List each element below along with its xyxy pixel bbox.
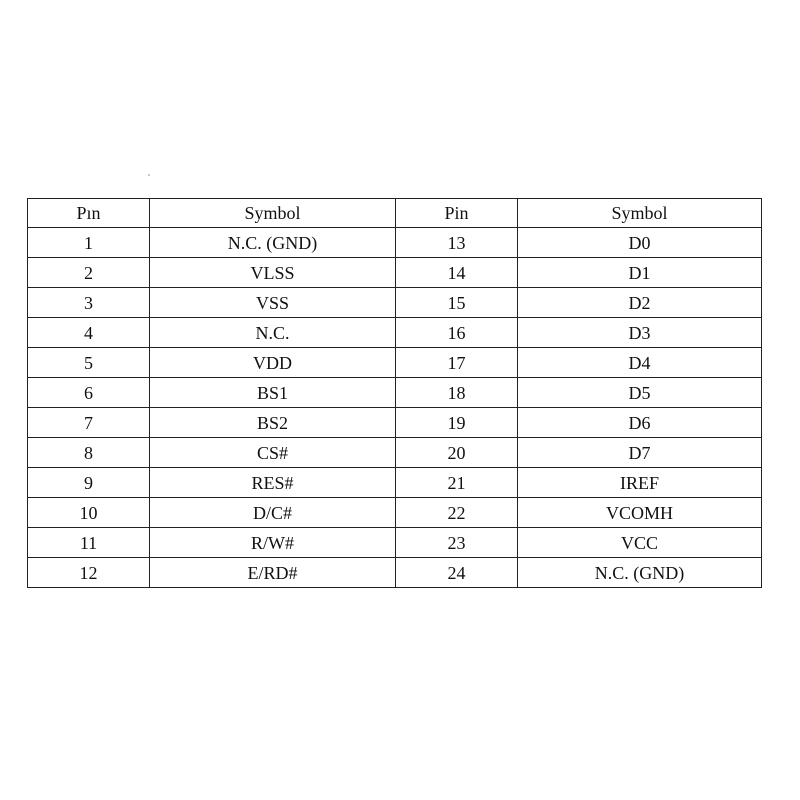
pin-symbol: E/RD# [150,558,396,588]
table-row [28,438,762,468]
pin-assignment-table [27,198,762,588]
table-row [28,378,762,408]
pin-number: 20 [396,438,518,468]
pin-number: 13 [396,228,518,258]
scan-speck [148,174,150,176]
pin-number: 2 [28,258,150,288]
table-row [28,558,762,588]
table-row [28,408,762,438]
header-pin-left: Pın [28,199,150,228]
pin-number: 11 [28,528,150,558]
pin-symbol: BS2 [150,408,396,438]
pin-symbol: D6 [518,408,762,438]
pin-symbol: IREF [518,468,762,498]
table-row [28,528,762,558]
pin-number: 6 [28,378,150,408]
pin-symbol: D3 [518,318,762,348]
pin-symbol: CS# [150,438,396,468]
pin-symbol: D7 [518,438,762,468]
pin-symbol: BS1 [150,378,396,408]
table-row [28,468,762,498]
pin-number: 22 [396,498,518,528]
pin-number: 9 [28,468,150,498]
pin-number: 3 [28,288,150,318]
pin-number: 10 [28,498,150,528]
pin-symbol: VSS [150,288,396,318]
table-header-row [28,199,762,228]
pin-number: 14 [396,258,518,288]
pin-symbol: D2 [518,288,762,318]
pin-number: 8 [28,438,150,468]
pin-number: 19 [396,408,518,438]
pin-number: 5 [28,348,150,378]
header-symbol-left: Symbol [150,199,396,228]
table-row [28,288,762,318]
pin-number: 15 [396,288,518,318]
pin-symbol: RES# [150,468,396,498]
pin-number: 12 [28,558,150,588]
header-pin-right: Pin [396,199,518,228]
pin-symbol: VCOMH [518,498,762,528]
table-row [28,498,762,528]
pin-symbol: D5 [518,378,762,408]
pin-number: 24 [396,558,518,588]
pin-symbol: N.C. [150,318,396,348]
pin-number: 7 [28,408,150,438]
pin-symbol: N.C. (GND) [150,228,396,258]
pin-number: 4 [28,318,150,348]
pin-number: 1 [28,228,150,258]
pin-number: 18 [396,378,518,408]
pin-number: 23 [396,528,518,558]
pin-number: 21 [396,468,518,498]
pin-number: 16 [396,318,518,348]
pin-symbol: VDD [150,348,396,378]
pin-symbol: VLSS [150,258,396,288]
pin-symbol: VCC [518,528,762,558]
pin-number: 17 [396,348,518,378]
pin-symbol: D1 [518,258,762,288]
table-row [28,318,762,348]
table-row [28,228,762,258]
pin-symbol: D4 [518,348,762,378]
header-symbol-right: Symbol [518,199,762,228]
pin-symbol: D/C# [150,498,396,528]
table-row [28,258,762,288]
pin-symbol: N.C. (GND) [518,558,762,588]
table-row [28,348,762,378]
pin-symbol: D0 [518,228,762,258]
pin-symbol: R/W# [150,528,396,558]
